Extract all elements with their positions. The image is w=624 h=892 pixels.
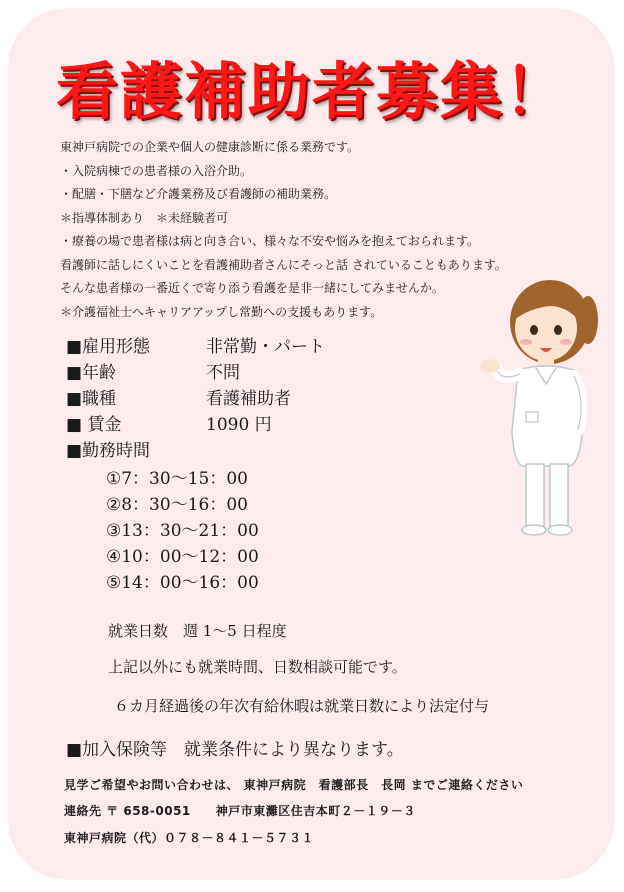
detail-value: 非常勤・パート <box>206 337 325 357</box>
shift-item: ③13：30〜21：00 <box>106 521 259 541</box>
detail-row-position <box>66 386 506 412</box>
intro-line: ・療養の場で患者様は病と向き合い、様々な不安や悩みを抱えておられます。 <box>60 234 480 248</box>
detail-label: ■勤務時間 <box>66 441 151 461</box>
detail-value: 1090 円 <box>206 415 272 435</box>
detail-label: ■ 賃金 <box>66 415 122 435</box>
consult-note: 上記以外にも就業時間、日数相談可能です。 <box>108 658 407 676</box>
job-details <box>66 334 506 464</box>
intro-line: 看護師に話しにくいことを看護補助者さんにそっと話 されていることもあります。 <box>60 257 507 272</box>
intro-line: ＊介護福祉士へキャリアアップし常勤への支援もあります。 <box>60 304 383 319</box>
intro-line: ・入院病棟での患者様の入浴介助。 <box>60 163 253 178</box>
nurse-illustration <box>470 262 610 542</box>
contact-phone: 東神戸病院（代）０７８－８４１－５７３１ <box>64 831 315 845</box>
detail-row-age <box>66 360 506 386</box>
detail-value: 不問 <box>206 363 240 383</box>
intro-line: ＊指導体制あり ＊未経験者可 <box>60 210 229 225</box>
insurance-info: ■加入保険等 就業条件により異なります。 <box>66 740 404 760</box>
detail-label: ■雇用形態 <box>66 337 151 357</box>
intro-line: そんな患者様の一番近くで寄り添う看護を是非一緒にしてみませんか。 <box>60 281 445 295</box>
detail-label: ■年齢 <box>66 363 117 383</box>
intro-line: ・配膳・下膳など介護業務及び看護師の補助業務。 <box>60 187 337 201</box>
leave-note: ６カ月経過後の年次有給休暇は就業日数により法定付与 <box>114 697 490 715</box>
shift-item: ②8：30〜16：00 <box>106 495 248 515</box>
detail-row-employment <box>66 334 506 360</box>
detail-label: ■職種 <box>66 389 117 409</box>
contact-inquiry: 見学ご希望やお問い合わせは、 東神戸病院 看護部長 長岡 までご連絡ください <box>64 778 524 792</box>
shift-item: ⑤14：00〜16：00 <box>106 573 259 593</box>
contact-address: 連絡先 〒 658-0051 神戸市東灘区住吉本町２－１９－３ <box>64 804 416 818</box>
detail-value: 看護補助者 <box>206 389 291 409</box>
recruitment-title: 看護補助者募集！ <box>55 55 568 128</box>
intro-line: 東神戸病院での企業や個人の健康診断に係る業務です。 <box>60 140 360 154</box>
shift-list <box>106 466 259 596</box>
shift-item: ④10：00〜12：00 <box>106 547 259 567</box>
shift-item: ①7：30〜15：00 <box>106 469 248 489</box>
detail-row-hours <box>66 438 506 464</box>
work-days: 就業日数 週 1〜5 日程度 <box>108 622 287 640</box>
detail-row-wage <box>66 412 506 438</box>
